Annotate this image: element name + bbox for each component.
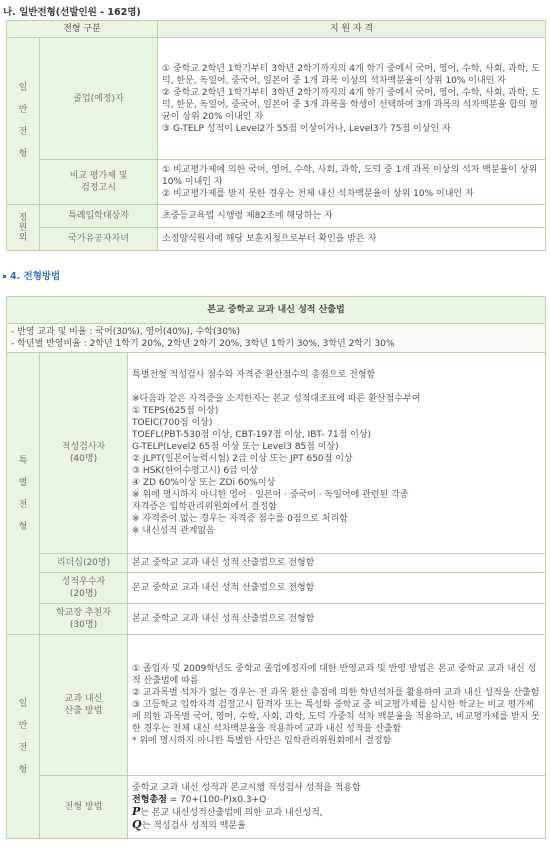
general-table — [6, 20, 546, 251]
row-content: 초중등교육법 시행령 제82조에 해당하는 자 — [158, 205, 546, 228]
row-label: 적성검사자 (40명) — [40, 353, 128, 554]
method-header: 본교 중학교 교과 내신 성적 산출법 — [7, 297, 546, 324]
table-row — [7, 776, 546, 839]
row-content: ① 비교평가제에 의한 국어, 영어, 수학, 사회, 과학, 도덕 중 1개 과목 이상의 석차 백분율이 상위 10% 이내인 자 ② 비교평가제를 받지 못한 경우는 전체 내신 석차백분율이 상위 10% 이내인 자 — [158, 160, 546, 205]
bullet-icon — [3, 275, 6, 278]
row-label: 리더십(20명) — [40, 554, 128, 573]
row-label: 졸업(예정)자 — [40, 38, 158, 160]
header-qual: 지 원 자 격 — [158, 21, 546, 38]
table-row — [7, 228, 546, 251]
group-label: 일 반 전 형 — [7, 635, 40, 839]
row-content: 본교 중학교 교과 내신 성적 산출법으로 전형함 — [128, 554, 546, 573]
row-content — [128, 776, 546, 839]
table-row — [7, 160, 546, 205]
row-content: 소정양식원서에 해당 보훈지청으로부터 확인을 받은 자 — [158, 228, 546, 251]
table-row — [7, 353, 546, 554]
method-header-row — [7, 297, 546, 324]
group-label: 정 원 외 — [7, 205, 40, 251]
table-row — [7, 635, 546, 776]
ratio-text: - 반영 교과 및 비율 : 국어(30%), 영어(40%), 수학(30%) - 학년별 반영비율 : 2학년 1학기 20%, 2학년 2학기 20%, 3학년 1학기 30%, 3학년 2학기 30% — [7, 324, 546, 353]
table-row — [7, 604, 546, 635]
row-content: 본교 중학교 교과 내신 성적 산출법으로 전형함 — [128, 604, 546, 635]
table-row — [7, 573, 546, 604]
formula-line-1: 중학교 교과 내신 성적과 본교시행 적성검사 성적을 적용함 — [132, 783, 361, 793]
group-label: 특 별 전 형 — [7, 353, 40, 635]
formula-line-3: P는 본교 내신성적산출법에 의한 교과 내신성적, — [132, 805, 323, 818]
row-label: 전형 방법 — [40, 776, 128, 839]
table-row — [7, 205, 546, 228]
general-header-row — [7, 21, 546, 38]
table-row — [7, 554, 546, 573]
ratio-row — [7, 324, 546, 353]
row-label: 비교 평가제 및 검정고시 — [40, 160, 158, 205]
section-title-method: 4. 전형방법 — [3, 268, 60, 282]
header-type: 전형 구분 — [7, 21, 158, 38]
row-label: 학교장 추천자 (30명) — [40, 604, 128, 635]
group-label: 일 반 전 형 — [7, 38, 40, 205]
row-label: 성적우수자 (20명) — [40, 573, 128, 604]
row-content: ① 중학교 2학년 1학기부터 3학년 2학기까지의 4개 학기 중에서 국어, 영어, 수학, 사회, 과학, 도덕, 한문, 독일어, 중국어, 일본어 중 1개 과목 이상의 석차백분율이 상위 10% 이내인 자 ② 중학교 2학년 1학기부터 3학년 2학기까지의 4개 학기 중에서 국어, 영어, 수학, 사회, 과학, 도덕, 한문, 독일어, 중국어, 일본어 중 3개 과목을 학생이 선택하여 3개 과목의 석차백분율 합의 평균이 상위 20% 이내인 자 ③ G-TELP 성적이 Level2가 55점 이상이거나, Level3가 75점 이상인 자 — [158, 38, 546, 160]
table-row — [7, 38, 546, 160]
section-title-general: 나. 일반전형(선발인원 - 162명) — [3, 7, 141, 18]
row-content: 본교 중학교 교과 내신 성적 산출법으로 전형함 — [128, 573, 546, 604]
method-table — [6, 296, 546, 839]
formula-line-2: 전형총점 = 70+(100-P)x0.3+Q — [132, 795, 267, 805]
formula-line-4: Q는 적성검사 성적의 백분율 — [132, 818, 246, 831]
row-label: 특례입학대상자 — [40, 205, 158, 228]
row-content: 특별전형 적성검사 점수와 자격증 환산점수의 총점으로 전형함 ※다음과 같은 자격증을 소지한자는 본교 성적대조표에 따른 환산점수부여 ① TEPS(625점 이상) TOEIC(700점 이상) TOEFL(PBT-530점 이상, CBT-197점 이상, IBT- 71점 이상) G-TELP(Level2 65점 이상 또는 Level3 85점 이상) ② JLPT(일본어능력시험) 2급 이상 또는 JPT 650점 이상 ③ HSK(한어수평고시) 6급 이상 ④ ZD 60%이상 또는 ZDi 60%이상 ※ 위에 명시하지 아니한 영어 · 일본어 · 중국어 · 독일어에 관련된 각종 자격증은 입학관리위원회에서 결정함 ※ 자격증이 없는 경우는 자격증 점수를 0점으로 처리함 ※ 내신성적 관계없음 — [128, 353, 546, 554]
row-label: 교과 내신 산출 방법 — [40, 635, 128, 776]
row-label: 국가유공자자녀 — [40, 228, 158, 251]
row-content: ① 졸업자 및 2009학년도 중학교 졸업예정자에 대한 반영교과 및 반영 방법은 본교 중학교 교과 내신 성적 산출법에 따름 ② 교과목별 석차가 없는 경우는 전 과목 환산 총점에 의한 학년석차를 활용하여 교과 내신 성적을 산출함 ③ 고등학교 입학자격 검정고시 합격자 또는 특성화 중학교 중 비교평가제를 실시한 학교는 비교 평가제에 의한 과목별 국어, 영어, 수학, 사회, 과학, 도덕 가중치 석차 백분율을 적용하고, 비교평가제를 받지 못한 경우는 전체 내신 석차백분율을 적용하여 교과 내신 성적을 산출함 * 위에 명시하지 아니한 특별한 사안은 입학관리위원회에서 결정함 — [128, 635, 546, 776]
